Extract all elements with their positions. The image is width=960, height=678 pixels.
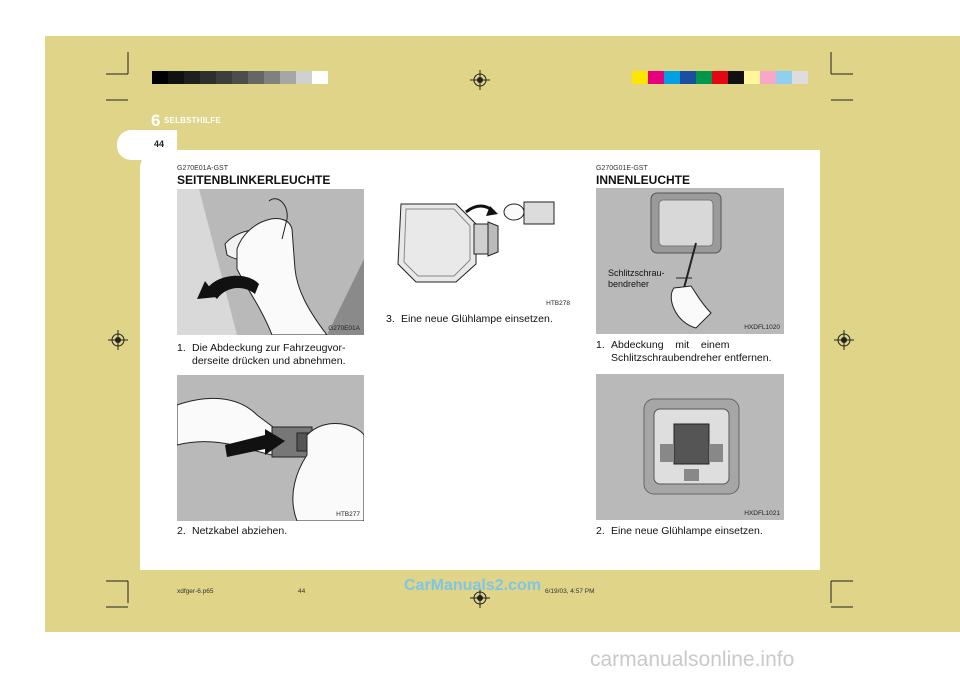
calibration-swatch [648, 71, 664, 84]
figure-label: HTB277 [336, 511, 360, 518]
interior-lamp-screwdriver-illustration [596, 188, 784, 334]
calibration-swatch [200, 71, 216, 84]
step-number: 3. [386, 313, 395, 325]
calibration-swatch [296, 71, 312, 84]
calibration-swatch [728, 71, 744, 84]
calibration-swatch [216, 71, 232, 84]
step-number: 2. [596, 525, 605, 537]
callout-line: bendreher [608, 279, 650, 289]
figure-side-marker-bulb [386, 164, 574, 310]
color-calibration-bar [632, 71, 808, 84]
step-2 [177, 525, 367, 538]
step-text: Netzkabel abziehen. [192, 525, 288, 537]
step-text: Eine neue Glühlampe einsetzen. [611, 525, 763, 537]
registration-target-icon [834, 330, 854, 350]
hands-pulling-connector-illustration [177, 375, 364, 521]
registration-target-icon [470, 70, 490, 90]
section-code: G270E01A-GST [177, 165, 228, 172]
figure-label: HTB278 [546, 300, 570, 307]
section-code: G270G01E-GST [596, 165, 648, 172]
step-text: Eine neue Glühlampe einsetzen. [401, 313, 553, 325]
figure-label: HXDFL1020 [744, 324, 780, 331]
footer-date: 6/19/03, 4:57 PM [545, 588, 595, 595]
callout-line: Schlitzschrau- [608, 268, 665, 278]
chapter-title: SELBSTHILFE [164, 116, 221, 125]
calibration-swatch [168, 71, 184, 84]
calibration-swatch [232, 71, 248, 84]
calibration-swatch [264, 71, 280, 84]
calibration-swatch [312, 71, 328, 84]
calibration-swatch [632, 71, 648, 84]
calibration-swatch [664, 71, 680, 84]
calibration-swatch [776, 71, 792, 84]
calibration-swatch [792, 71, 808, 84]
figure-unplug-cable [177, 375, 364, 521]
step-1 [596, 339, 786, 365]
side-marker-lamp-and-bulb-illustration [386, 164, 574, 310]
calibration-swatch [744, 71, 760, 84]
section-heading: SEITENBLINKERLEUCHTE [177, 173, 331, 187]
callout-label [608, 268, 665, 290]
hand-removing-cover-illustration [177, 189, 364, 335]
calibration-swatch [696, 71, 712, 84]
calibration-swatch [680, 71, 696, 84]
calibration-swatch [248, 71, 264, 84]
site-watermark: carmanualsonline.info [590, 648, 795, 671]
footer-page: 44 [298, 588, 306, 595]
step-number: 1. [596, 339, 605, 351]
calibration-swatch [280, 71, 296, 84]
calibration-swatch [760, 71, 776, 84]
page-number: 44 [154, 139, 165, 149]
step-text: Die Abdeckung zur Fahrzeugvor- [192, 342, 346, 354]
figure-side-marker-removal [177, 189, 364, 335]
calibration-swatch [712, 71, 728, 84]
calibration-swatch [152, 71, 168, 84]
step-number: 2. [177, 525, 186, 537]
grayscale-calibration-bar [152, 71, 328, 84]
step-number: 1. [177, 342, 186, 354]
section-heading: INNENLEUCHTE [596, 173, 691, 187]
interior-lamp-housing-illustration [596, 374, 784, 520]
figure-interior-lamp-bulb [596, 374, 784, 520]
step-text-continued: Schlitzschraubendreher entfernen. [611, 352, 772, 364]
step-2 [596, 525, 796, 538]
figure-interior-lamp-removal [596, 188, 784, 334]
calibration-swatch [184, 71, 200, 84]
figure-label: G270E01A [328, 325, 360, 332]
step-text-continued: derseite drücken und abnehmen. [192, 355, 346, 367]
chapter-number: 6 [151, 111, 161, 130]
step-3 [386, 313, 586, 326]
watermark-logo: CarManuals2.com [404, 577, 541, 594]
figure-label: HXDFL1021 [744, 510, 780, 517]
registration-target-icon [108, 330, 128, 350]
step-1 [177, 342, 367, 368]
step-text: Abdeckung mit einem [611, 339, 730, 351]
footer-filename: xdfger-6.p65 [177, 588, 214, 595]
